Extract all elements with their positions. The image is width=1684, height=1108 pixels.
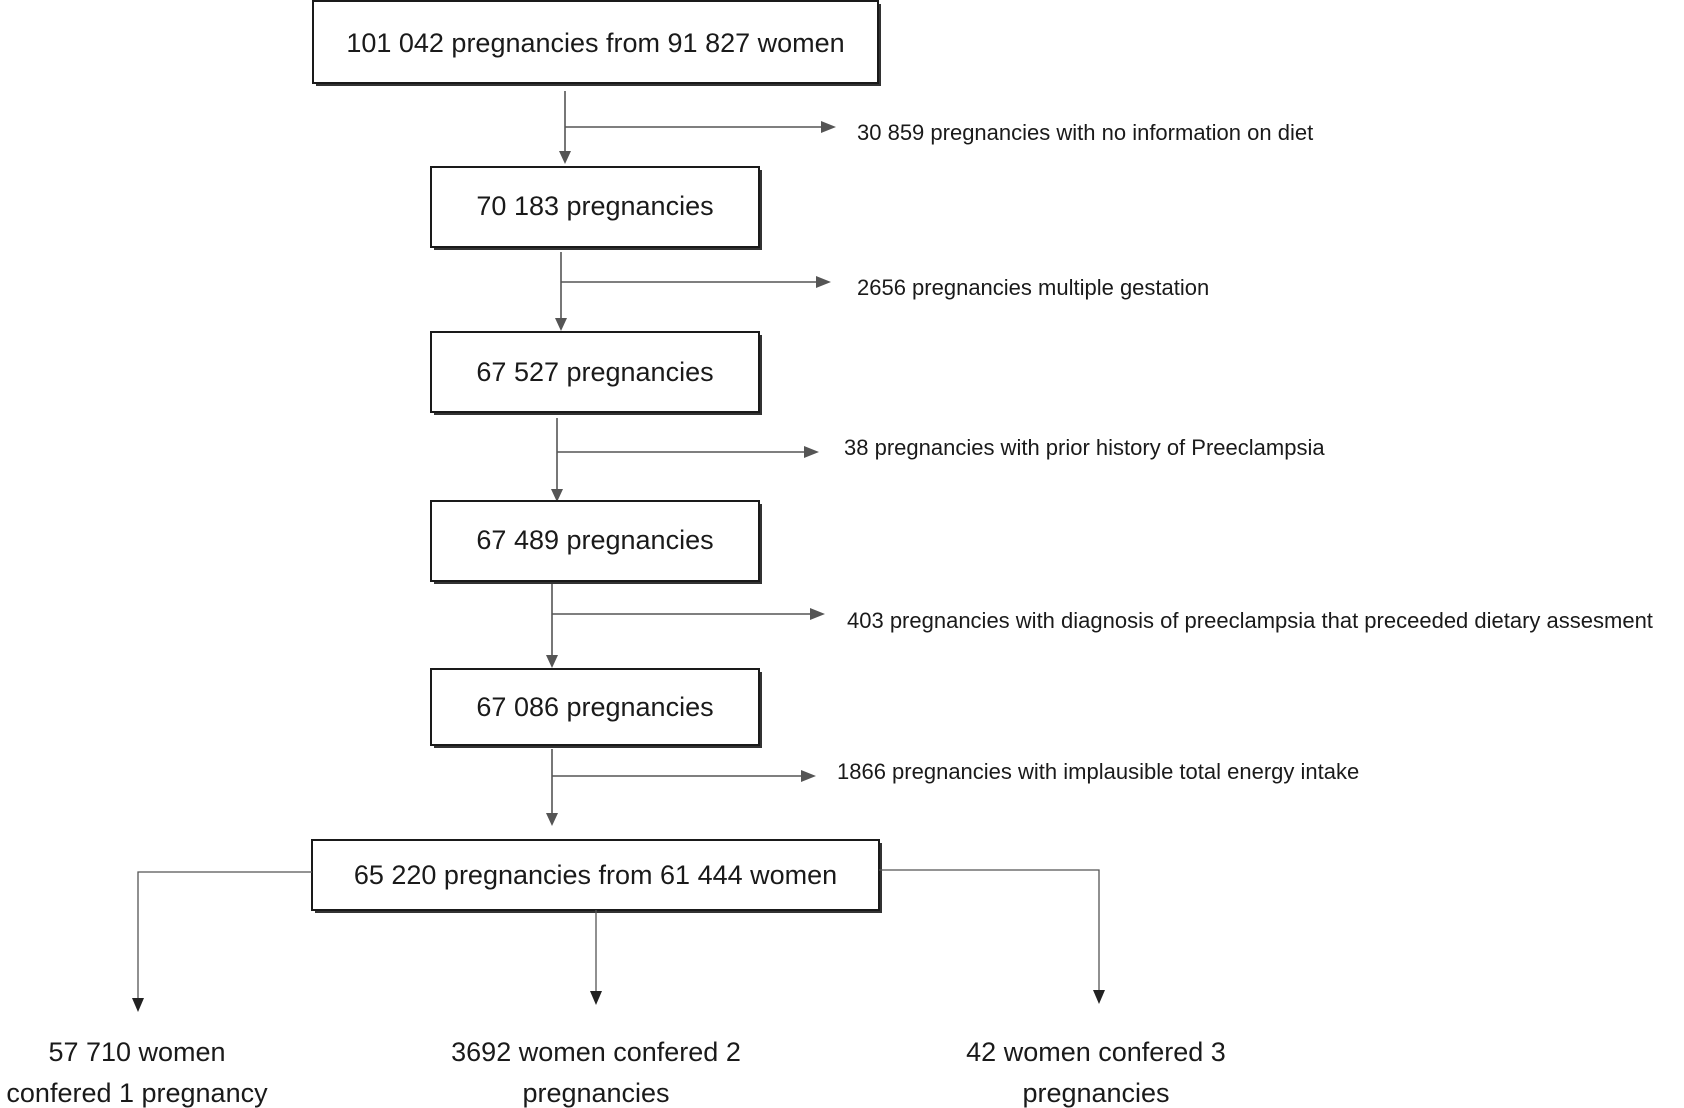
flow-box-final-label: 65 220 pregnancies from 61 444 women bbox=[353, 860, 838, 891]
outcome-3-line2: pregnancies bbox=[1022, 1078, 1170, 1108]
flow-box-step1-label: 70 183 pregnancies bbox=[476, 191, 714, 222]
outcome-1-line2: confered 1 pregnancy bbox=[6, 1078, 268, 1108]
flow-box-step2 bbox=[431, 332, 762, 415]
outcome-1-line1: 57 710 women bbox=[48, 1037, 226, 1067]
exclusion-arrow-2 bbox=[561, 276, 831, 288]
branch-right bbox=[879, 870, 1105, 1004]
connector-step2-to-step3 bbox=[551, 418, 563, 502]
exclusion-arrow-3 bbox=[557, 446, 819, 458]
branch-middle bbox=[590, 910, 602, 1005]
outcome-2-line1: 3692 women confered 2 bbox=[451, 1037, 741, 1067]
flow-box-step1 bbox=[431, 167, 762, 250]
flow-box-step2-label: 67 527 pregnancies bbox=[476, 357, 714, 388]
connector-step1-to-step2 bbox=[555, 252, 567, 331]
flow-box-step4-label: 67 086 pregnancies bbox=[476, 692, 714, 723]
connector-step3-to-step4 bbox=[546, 584, 558, 668]
exclusion-label-4: 403 pregnancies with diagnosis of preeclampsia that preceeded dietary assesment bbox=[847, 608, 1653, 633]
outcome-2-line2: pregnancies bbox=[522, 1078, 670, 1108]
outcome-1 bbox=[6, 1037, 268, 1108]
flow-box-start bbox=[313, 1, 881, 86]
exclusion-arrow-4 bbox=[552, 608, 825, 620]
flow-box-step4 bbox=[431, 669, 762, 748]
exclusion-label-1: 30 859 pregnancies with no information on diet bbox=[857, 120, 1314, 145]
exclusion-label-5: 1866 pregnancies with implausible total energy intake bbox=[837, 759, 1360, 784]
exclusion-label-2: 2656 pregnancies multiple gestation bbox=[857, 275, 1210, 300]
connector-step4-to-final bbox=[546, 749, 558, 826]
branch-left bbox=[132, 872, 312, 1012]
flow-box-step3 bbox=[431, 501, 762, 584]
exclusion-arrow-1 bbox=[565, 121, 836, 133]
outcome-2 bbox=[451, 1037, 741, 1108]
flow-box-step3-label: 67 489 pregnancies bbox=[476, 525, 714, 556]
flow-box-start-label: 101 042 pregnancies from 91 827 women bbox=[346, 28, 845, 59]
outcome-3 bbox=[966, 1037, 1226, 1108]
exclusion-label-3: 38 pregnancies with prior history of Preeclampsia bbox=[844, 435, 1325, 460]
outcome-3-line1: 42 women confered 3 bbox=[966, 1037, 1226, 1067]
flow-box-final bbox=[312, 840, 882, 913]
exclusion-arrow-5 bbox=[552, 770, 816, 782]
